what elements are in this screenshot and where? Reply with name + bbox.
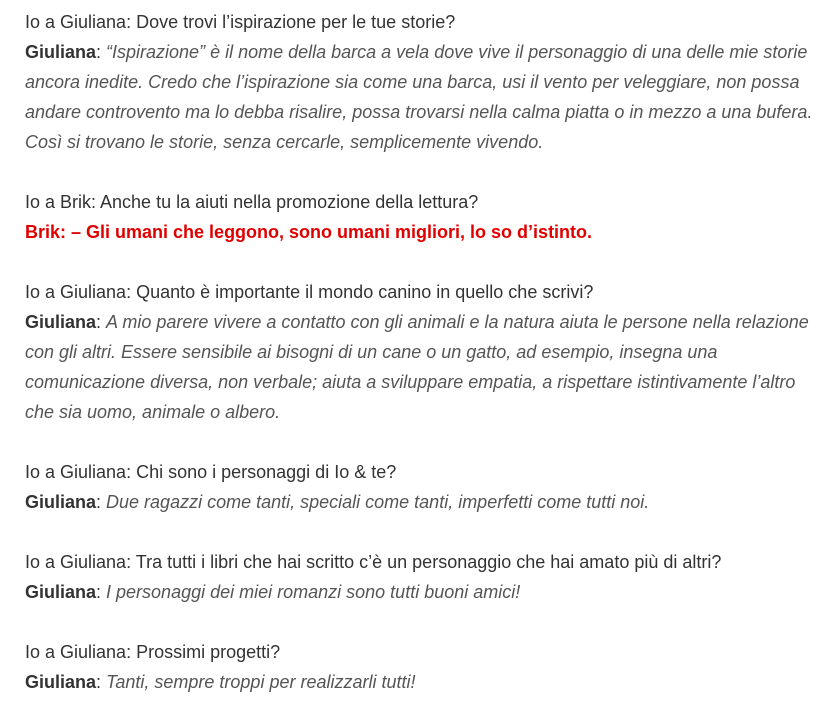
speaker-name: Giuliana — [25, 672, 97, 692]
speaker-separator: : — [96, 672, 107, 692]
question-text: Io a Giuliana: Quanto è importante il mondo canino in quello che scrivi? — [25, 282, 594, 302]
question-text: Io a Giuliana: Chi sono i personaggi di Io & te? — [25, 462, 397, 482]
qa-block-inspiration — [25, 7, 815, 157]
speaker-name: Giuliana — [25, 582, 97, 602]
qa-block-brik — [25, 187, 815, 247]
speaker-separator: : — [96, 582, 107, 602]
speaker-name: Giuliana — [25, 312, 97, 332]
answer-paragraph — [25, 37, 815, 157]
speaker-separator: : — [96, 42, 107, 62]
answer-text: Due ragazzi come tanti, speciali come tanti, imperfetti come tutti noi. — [106, 492, 650, 512]
question-text: Io a Giuliana: Dove trovi l’ispirazione per le tue storie? — [25, 12, 456, 32]
answer-paragraph — [25, 487, 815, 517]
answer-text: A mio parere vivere a contatto con gli animali e la natura aiuta le persone nella relazione con gli altri. Essere sensibile ai bisogni di un cane o un gatto, ad esempio, insegna una comunicazione diversa, non verbale; aiuta a sviluppare empatia, a rispettare istintivamente l’altro che sia uomo, animale o albero. — [25, 312, 809, 422]
answer-text: I personaggi dei miei romanzi sono tutti buoni amici! — [106, 582, 521, 602]
speaker-name: Giuliana — [25, 42, 97, 62]
brik-answer: Brik: – Gli umani che leggono, sono umani migliori, lo so d’istinto. — [25, 222, 593, 242]
answer-paragraph — [25, 667, 815, 697]
answer-paragraph — [25, 577, 815, 607]
qa-block-dog-world — [25, 277, 815, 427]
qa-block-characters — [25, 457, 815, 517]
question-text: Io a Giuliana: Tra tutti i libri che hai scritto c’è un personaggio che hai amato più di altri? — [25, 552, 722, 572]
qa-block-favorite-character — [25, 547, 815, 607]
qa-block-next-projects — [25, 637, 815, 697]
speaker-separator: : — [96, 492, 107, 512]
speaker-separator: : — [96, 312, 107, 332]
question-text: Io a Brik: Anche tu la aiuti nella promozione della lettura? — [25, 192, 479, 212]
answer-text: “Ispirazione” è il nome della barca a vela dove vive il personaggio di una delle mie storie ancora inedite. Credo che l’ispirazione sia come una barca, usi il vento per veleggiare, non possa andare controvento ma lo debba risalire, possa trovarsi nella calma piatta o in mezzo a una bufera. Così si trovano le storie, senza cercarle, semplicemente vivendo. — [25, 42, 813, 152]
question-text: Io a Giuliana: Prossimi progetti? — [25, 642, 281, 662]
speaker-name: Giuliana — [25, 492, 97, 512]
answer-text: Tanti, sempre troppi per realizzarli tutti! — [106, 672, 416, 692]
answer-paragraph — [25, 307, 815, 427]
